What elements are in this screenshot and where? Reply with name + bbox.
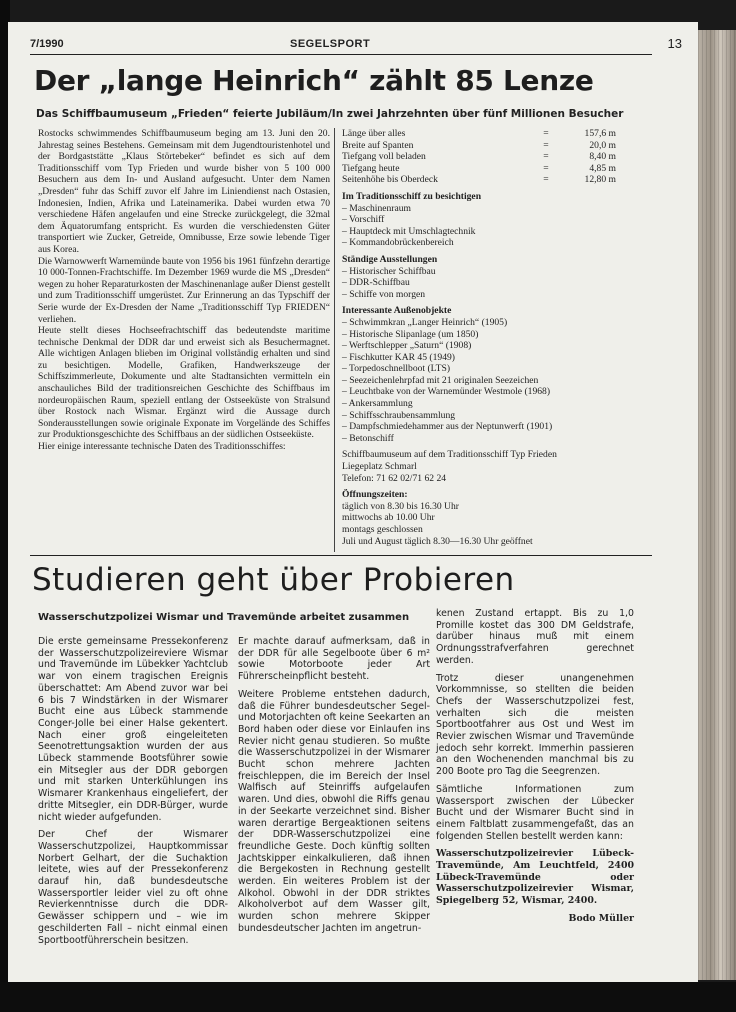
body-paragraph: Rostocks schwimmendes Schiffbaumuseum beging am 13. Juni den 20. Jahrestag seines Bestehens. Gemeinsam mit dem Jugendtouristenhotel und der Bordgaststätte „Klaus Störtebeker“ befindet es sich auf dem Traditionsschiff vom Typ Frieden und wurde bisher von 5 100 000 Besuchern aus dem In- und Ausland aufgesucht. Unter dem Namen „Dresden“ fuhr das Schiff zuvor elf Jahre im Liniendienst nach Ostasien, Indonesien, Indien, Afrika und Lateinamerika. Dabei wurden etwa 70 verschiedene Häfen angelaufen und eine Strecke zurückgelegt, die 32mal dem Äquatorumfang entspricht. Es wurden die verschiedensten Güter transportiert wie Zucker, Getreide, Omnibusse, Erze sowie lebende Tiger aus Korea.: [38, 128, 330, 255]
list-item: – Historische Slipanlage (um 1850): [342, 328, 479, 340]
section-name: SEGELSPORT: [290, 38, 371, 50]
section-heading: Im Traditionsschiff zu besichtigen: [342, 190, 482, 202]
list-item: – Vorschiff: [342, 214, 385, 226]
article1-body: [38, 128, 330, 453]
spec-eq: =: [543, 128, 549, 139]
issue-number: 7/1990: [30, 38, 64, 50]
body-paragraph: Die erste gemeinsame Pressekonferenz der Wasserschutzpolizeireviere Wismar und Travemünde im Lübekker Yachtclub war von einem tragischen Ereignis überschattet: Am Abend zuvor war bei 6 bis 7 Windstärken in der Wismarer Bucht eine aus Lübeck stammende Conger-Jolle bei einer Halse gekentert. Nach einer groß eingeleiteten Seenotrettungsaktion wurden der aus Lübeck stammende Bootsführer sowie ein Mitsegler aus der DDR geborgen und mit starken Unterkühlungen ins Wismarer Krankenhaus eingeliefert, der dritte Mitsegler, ein DDR-Bürger, wurde nicht wieder aufgefunden.: [38, 636, 228, 823]
spec-eq: =: [543, 162, 549, 174]
list-item: – Schiffe von morgen: [342, 288, 426, 300]
spec-label: Länge über alles: [342, 128, 406, 139]
spec-eq: =: [543, 151, 549, 163]
list-item: – Torpedoschnellboot (LTS): [342, 363, 451, 375]
article1-sidebar: [342, 128, 628, 547]
list-item: – Hauptdeck mit Umschlagtechnik: [342, 225, 476, 237]
list-item: – Schiffsschraubensammlung: [342, 409, 456, 421]
address-line: Schiffbaumuseum auf dem Traditionsschiff Typ Frieden: [342, 449, 557, 461]
body-paragraph: Die Warnowwerft Warnemünde baute von 1956 bis 1961 fünfzehn derartige 10 000-Tonnen-Frachtschiffe. Im Dezember 1969 wurde die MS „Dresden“ wegen zu hoher Reparaturkosten der Maschinenanlage außer Dienst gestellt und zum Traditionsschiff umgerüstet. Zur Erinnerung an das Typschiff der Serie wurde der Ex-Dresden der Name „Traditionsschiff Typ FRIEDEN“ verliehen.: [38, 255, 330, 325]
article2-column-3: [436, 608, 634, 931]
address-line: Liegeplatz Schmarl: [342, 461, 417, 473]
spec-value: 8,40 m: [589, 151, 616, 163]
article2-column-1: [38, 636, 228, 952]
list-item: – Seezeichenlehrpfad mit 21 originalen Seezeichen: [342, 374, 539, 386]
hours-line: mittwochs ab 10.00 Uhr: [342, 512, 435, 524]
spec-value: 12,80 m: [584, 174, 616, 186]
article1-subtitle: Das Schiffbaumuseum „Frieden“ feierte Jubiläum/In zwei Jahrzehnten über fünf Millionen Besucher: [36, 108, 624, 120]
list-item: – Historischer Schiffbau: [342, 265, 436, 277]
list-item: – Betonschiff: [342, 432, 394, 444]
hours-line: Juli und August täglich 8.30—16.30 Uhr geöffnet: [342, 535, 533, 547]
spec-label: Breite auf Spanten: [342, 139, 414, 151]
author-name: Bodo Müller: [568, 912, 634, 924]
list-item: – Ankersammlung: [342, 398, 413, 410]
body-paragraph: Der Chef der Wismarer Wasserschutzpolizei, Hauptkommissar Norbert Gelhart, der die Suchaktion leitete, wies auf der Pressekonferenz darauf hin, daß bundesdeutsche Wassersportler leider viel zu oft ohne Revierkenntnisse durch die DDR-Gewässer schippern und – wie im geschilderten Fall – nicht einmal einen Sportbootführerschein besitzen.: [38, 829, 228, 946]
article2-subtitle: Wasserschutzpolizei Wismar und Travemünde arbeitet zusammen: [38, 612, 410, 623]
magazine-page: [8, 22, 698, 982]
spec-label: Tiefgang heute: [342, 162, 400, 174]
body-paragraph: Hier einige interessante technische Daten des Traditionsschiffes:: [38, 441, 286, 453]
list-item: – Werftschlepper „Saturn“ (1908): [342, 340, 472, 352]
body-paragraph: Weitere Probleme entstehen dadurch, daß die Führer bundesdeutscher Segel- und Motorjachten oft keine Seekarten an Bord haben oder diese vor Einlaufen ins Revier nicht genau studieren. So mußte die Wasserschutzpolizei in der Wismarer Bucht schon mehrere Jachten freischleppen, die im Bereich der Insel Walfisch auf Steinriffs aufgelaufen waren. Und dies, obwohl die Riffs genau in der Seekarte verzeichnet sind. Bisher waren derartige Bergeaktionen seitens der DDR-Wasserschutzpolizei eine freundliche Geste. Doch künftig sollten Jachtskipper einkalkulieren, daß ihnen die Bergekosten in Rechnung gestellt werden. Ein weiteres Problem ist der Alkohol. Obwohl in der DDR striktes Alkoholverbot auf dem Wasser gilt, wurden schon mehrere Skipper bundesdeutscher Jachten im angetrun-: [238, 688, 430, 934]
page-number: 13: [667, 36, 682, 51]
list-item: – Kommandobrückenbereich: [342, 237, 454, 249]
body-paragraph: Er machte darauf aufmerksam, daß in der DDR für alle Segelboote über 6 m² sowie Motorboote jeder Art Führerscheinpflicht besteht.: [238, 636, 430, 683]
list-item: – Maschinenraum: [342, 202, 412, 214]
spec-label: Seitenhöhe bis Oberdeck: [342, 174, 438, 186]
body-paragraph: Trotz dieser unangenehmen Vorkommnisse, so stellten die beiden Chefs der Wasserschutzpolizei fest, verhalten sich die meisten Sportbootfahrer aus Ost und West im Revier zwischen Wismar und Travemünde jedoch sehr korrekt. Immerhin passieren an den Wochenenden manchmal bis zu 200 Boote pro Tag die Seegrenzen.: [436, 672, 634, 778]
spec-eq: =: [543, 174, 549, 186]
running-header: [30, 36, 682, 55]
contact-addresses: Wasserschutzpolizeirevier Lübeck-Travemünde, Am Leuchtfeld, 2400 Lübeck-Travemünde oder Wasserschutzpolizeirevier Wismar, Spiegelberg 52, Wismar, 2400.: [436, 848, 634, 907]
article-divider: [30, 555, 652, 556]
body-paragraph: Sämtliche Informationen zum Wassersport zwischen der Lübecker Bucht und der Wismarer Bucht sind in einem Faltblatt zusammengefaßt, das an folgenden Stellen bestellt werden kann:: [436, 783, 634, 842]
hours-line: täglich von 8.30 bis 16.30 Uhr: [342, 500, 459, 512]
body-paragraph: Heute stellt dieses Hochseefrachtschiff das bedeutendste maritime technische Denkmal der DDR dar und erweist sich als Besuchermagnet. Alle wichtigen Anlagen blieben im Original vollständig erhalten und sind zu besichtigen. Modelle, Grafiken, Handwerkszeuge der Schiffszimmerleute, Dokumente und alte Stadtansichten vermitteln ein anschauliches Bild der traditionsreichen Geschichte des Schiffbaus im nordeuropäischen Raum, speziell entlang der Ostseeküste von Stralsund über Rostock nach Wismar. Ergänzt wird die Aussage durch Sonderausstellungen sowie originale Exponate im Vorgelände des Schiffes zur Produktionsgeschichte des Schiffbaus an der südlichen Ostseeküste.: [38, 325, 330, 441]
hours-line: montags geschlossen: [342, 524, 423, 535]
article2-title: Studieren geht über Probieren: [32, 562, 515, 598]
book-binding: [698, 30, 736, 980]
hours-heading: Öffnungszeiten:: [342, 489, 408, 501]
list-item: – Schwimmkran „Langer Heinrich“ (1905): [342, 316, 508, 328]
specs-table: [342, 128, 628, 186]
article1-title: Der „lange Heinrich“ zählt 85 Lenze: [34, 64, 594, 97]
spec-value: 157,6 m: [584, 128, 616, 139]
bottom-shadow: [0, 982, 736, 1012]
spec-value: 20,0 m: [589, 139, 616, 151]
article2-column-2: [238, 636, 430, 941]
museum-address: [342, 449, 628, 484]
section-heading: Ständige Ausstellungen: [342, 253, 438, 265]
list-item: – DDR-Schiffbau: [342, 277, 410, 289]
spec-eq: =: [543, 139, 549, 151]
section-heading: Interessante Außenobjekte: [342, 305, 452, 317]
list-item: – Dampfschmiedehammer aus der Neptunwerft (1901): [342, 421, 553, 433]
address-line: Telefon: 71 62 02/71 62 24: [342, 472, 447, 484]
spec-label: Tiefgang voll beladen: [342, 151, 426, 163]
spec-value: 4,85 m: [589, 162, 616, 174]
list-item: – Fischkutter KAR 45 (1949): [342, 351, 455, 363]
column-divider: [334, 128, 335, 552]
body-paragraph: kenen Zustand ertappt. Bis zu 1,0 Promille kostet das 300 DM Geldstrafe, darüber hinaus muß mit einem Ordnungsstrafverfahren gerechnet werden.: [436, 608, 634, 666]
list-item: – Leuchtbake von der Warnemünder Westmole (1968): [342, 386, 551, 398]
